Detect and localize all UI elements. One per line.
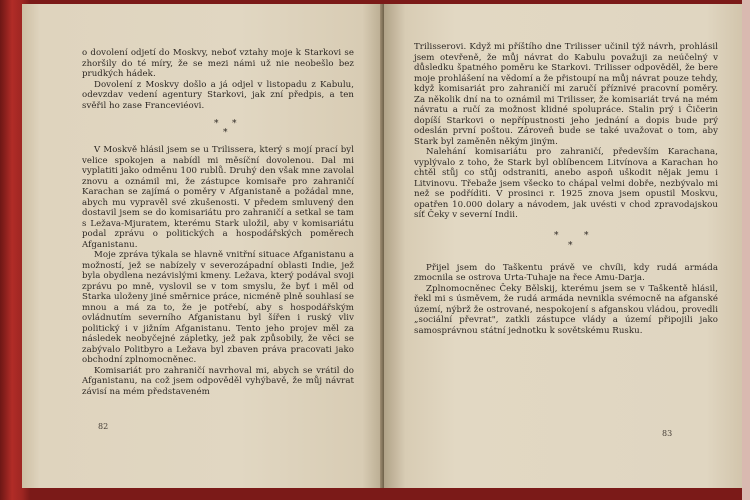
paragraph: Zplnomocněnec Čeky Bělskij, kterému jsem se v Taškentě hlásil, řekl mi s úsměvem, že rudá armáda nevnikla svémocně na afganské území, nýbrž že ostrované, nespokojení s afganskou vládou, provedli „sociální převrat", zatkli zástupce vlády a území připojili jako samosprávnou státní jednotku k sovětskému Rusku. (414, 283, 718, 336)
paragraph: Moje zpráva týkala se hlavně vnitřní situace Afganistanu a možností, jež se nabízely v severozápadní oblasti Indie, jež byla obydlena nezávislými kmeny. Ležava, který podával svoji zprávu po mně, vyslovil se v tom smyslu, že byť i měl od Starka uloženy jiné směrnice práce, nicméně plně souhlasí se mnou a má za to, že je potřebí, aby s hospodářským ovládnutím severního Afganistanu byl šířen i ruský vliv politický i v jižním Afganistanu. Tento jeho projev měl za následek neobyčejné zápletky, jež pak způsobily, že věci se zabývalo Politbyro a Ležava byl zbaven práva pracovati jako obchodní zplnomocněnec. (82, 250, 354, 365)
section-separator: * * * (214, 119, 237, 138)
page-number: 82 (98, 422, 109, 431)
paragraph: Trilisserovi. Když mi příštího dne Trilisser učinil týž návrh, prohlásil jsem otevřeně, že můj návrat do Kabulu považuji za neúčelný v důsledku špatného poměru ke Starkovi. Trilisser odpověděl, že bere moje prohlášení na vědomí a že přistoupí na můj návrat pouze tehdy, když komisariát pro zahraničí mi zaručí příznivé pracovní poměry. Za několik dní na to oznámil mi Trilisser, že komisariát trvá na mém návratu a ručí za možnost klidné spolupráce. Stalin prý i Čičerin dopíší Starkovi o nepřípustnosti jeho jednání a dopis bude prý odeslán první poštou. Zároveň bude se také uvažovat o tom, aby Stark byl zaměněn někým jiným. (414, 42, 718, 147)
paragraph: Komisariát pro zahraničí navrhoval mi, abych se vrátil do Afganistanu, na což jsem odpověděl vyhýbavě, že můj návrat závisí na mém představeném (82, 365, 354, 397)
paragraph: Přijel jsem do Taškentu právě ve chvíli, kdy rudá armáda zmocnila se ostrova Urta-Tuhaje na řece Amu-Darja. (414, 262, 718, 283)
left-page (22, 4, 384, 488)
paragraph: Dovolení z Moskvy došlo a já odjel v listopadu z Kabulu, odevzdav vedení agentury Starkovi, jak zní předpis, a ten svěřil ho zase Franceviéovi. (82, 79, 354, 111)
right-page (384, 4, 742, 488)
book-edge (742, 0, 750, 500)
paragraph: V Moskvě hlásil jsem se u Trilissera, který s mojí prací byl velice spokojen a nabídl mi měsíční dovolenou. Dal mi vyplatiti jako odměnu 100 rublů. Druhý den však mne zavolal znovu a oznámil mi, že zástupce komisaře pro zahraničí Karachan se zajímá o poměry v Afganistaně a požádal mne, abych mu vypravěl své zkušenosti. V předem smluvený den dostavil jsem se do komisariátu pro zahraničí a setkal se tam s Ležava-Mjuratem, kterému Stark uložil, aby v komisariátu podal zprávu o politických a hospodářských poměrech Afganistanu. (82, 145, 354, 250)
section-separator: * * * (554, 230, 589, 251)
page-number: 83 (662, 429, 673, 438)
paragraph: o dovolení odjetí do Moskvy, neboť vztahy moje k Starkovi se zhoršily do té míry, že se mezi námi už nie neobešlo bez prudkých hádek. (82, 48, 354, 79)
paragraph: Nalehání komisariátu pro zahraničí, především Karachana, vyplývalo z toho, že Stark byl oblíbencem Litvínova a Karachan ho chtěl stůj co stůj odstraniti, anebo aspoň uškodit nějak jemu i Litvinovu. Třebaže jsem všecko to chápal velmi dobře, nezbývalo mi než se podříditi. V prosinci r. 1925 znova jsem opustil Moskvu, opatřen 10.000 dolary a návodem, jak uvésti v chod zpravodajskou síť Čeky v severní Indii. (414, 147, 718, 220)
